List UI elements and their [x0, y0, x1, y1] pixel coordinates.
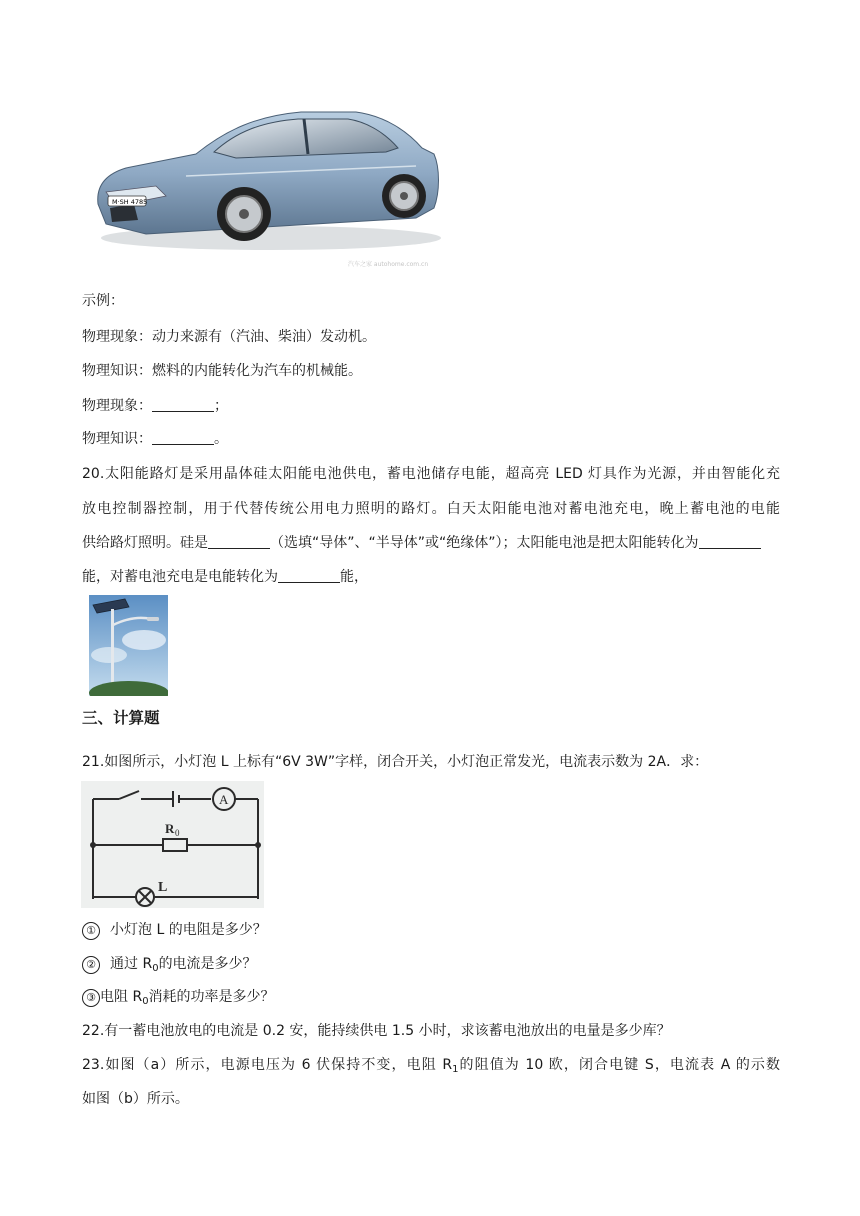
q20-line-3b: （选填“导体”、“半导体”或“绝缘体”）；太阳能电池是把太阳能转化为: [270, 535, 699, 551]
q21-subquestion-1: [82, 920, 267, 940]
section-title: 三、计算题: [82, 709, 160, 727]
solar-street-lamp-photo: [89, 595, 168, 696]
q21-s3-text-b: 消耗的功率是多少？: [148, 989, 275, 1005]
q20-line-3: [82, 533, 761, 553]
circuit-diagram: [81, 781, 264, 908]
knowledge-blank-end: 。: [214, 431, 228, 447]
phenomenon-blank-label: 物理现象：: [82, 398, 152, 414]
q23-line-1a: 23.如图（a）所示，电源电压为 6 伏保持不变，电阻 R: [82, 1057, 453, 1073]
car-photo: [86, 96, 448, 272]
knowledge-blank-line: [82, 429, 228, 449]
answer-blank[interactable]: [278, 568, 340, 583]
resistor-subscript: 0: [175, 828, 180, 838]
q20-line-3a: 供给路灯照明。硅是: [82, 535, 208, 551]
answer-blank[interactable]: [699, 534, 761, 549]
number-marker-2: ②: [82, 956, 100, 974]
q20-line-4b: 能，: [340, 569, 368, 585]
phenomenon-blank-line: [82, 396, 228, 416]
watermark: 汽车之家 autohome.com.cn: [348, 261, 429, 268]
q21-s2-text-a: 通过 R: [110, 956, 153, 972]
answer-blank[interactable]: [152, 397, 214, 412]
q21-subquestion-3: [82, 987, 275, 1007]
q20-line-4a: 能，对蓄电池充电是电能转化为: [82, 569, 278, 585]
q21-subquestion-2: [82, 954, 257, 974]
q23-line-1b: 的阻值为 10 欧，闭合电键 S，电流表 A 的示数: [458, 1057, 781, 1073]
r0-subscript: 0: [152, 963, 159, 974]
resistor-label: R: [165, 821, 175, 836]
phenomenon-example: 物理现象：动力来源有（汽油、柴油）发动机。: [82, 329, 376, 345]
q20-line-4: [82, 567, 368, 587]
q21-s3-text-a: 电阻 R: [100, 989, 143, 1005]
q21-text: 21.如图所示，小灯泡 L 上标有“6V 3W”字样，闭合开关，小灯泡正常发光，电流表示数为 2A．求：: [82, 754, 709, 770]
q20-line-2: 放电控制器控制，用于代替传统公用电力照明的路灯。白天太阳能电池对蓄电池充电，晚上蓄电池的电能: [82, 501, 780, 517]
lamp-label: L: [158, 880, 168, 895]
q22-text: 22.有一蓄电池放电的电流是 0.2 安，能持续供电 1.5 小时，求该蓄电池放出的电量是多少库？: [82, 1023, 671, 1039]
phenomenon-blank-end: ；: [214, 398, 228, 414]
license-plate: M·SH 4785: [112, 198, 148, 206]
q23-line-1: [82, 1055, 780, 1075]
knowledge-blank-label: 物理知识：: [82, 431, 152, 447]
q23-line-2: 如图（b）所示。: [82, 1091, 189, 1107]
number-marker-3: ③: [82, 989, 100, 1007]
r0-subscript: 0: [142, 996, 149, 1007]
knowledge-example: 物理知识：燃料的内能转化为汽车的机械能。: [82, 363, 362, 379]
q20-line-1: 20.太阳能路灯是采用晶体硅太阳能电池供电，蓄电池储存电能，超高亮 LED 灯具作为光源，并由智能化充: [82, 466, 780, 482]
example-label: 示例：: [82, 293, 124, 309]
number-marker-1: ①: [82, 922, 100, 940]
ammeter-label: A: [219, 792, 229, 807]
answer-blank[interactable]: [208, 534, 270, 549]
r1-subscript: 1: [452, 1064, 459, 1075]
q21-s1-text: 小灯泡 L 的电阻是多少？: [110, 922, 267, 938]
answer-blank[interactable]: [152, 430, 214, 445]
q21-s2-text-b: 的电流是多少？: [158, 956, 257, 972]
